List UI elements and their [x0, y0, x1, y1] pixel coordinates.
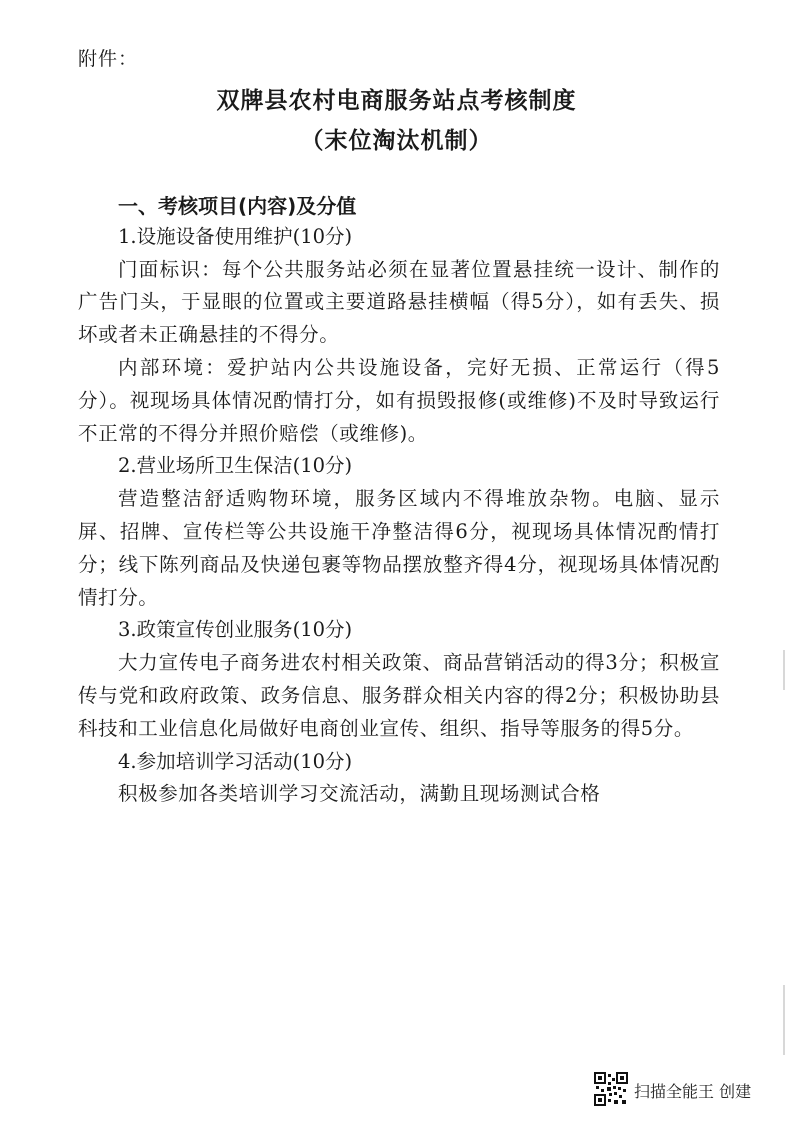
document-title: 双牌县农村电商服务站点考核制度	[216, 88, 577, 114]
camscanner-qr-icon	[594, 1072, 628, 1106]
item-heading-policy-promotion: 3.政策宣传创业服务(10分)	[118, 618, 353, 642]
section-heading: 一、考核项目(内容)及分值	[118, 194, 357, 218]
document-subtitle: （末位淘汰机制）	[300, 128, 493, 154]
paragraph-storefront-signage: 门面标识：每个公共服务站必须在显著位置悬挂统一设计、制作的广告门头，于显眼的位置或主要道路悬挂横幅（得5分），如有丢失、损坏或者未正确悬挂的不得分。	[78, 257, 720, 347]
camscanner-watermark-label: 扫描全能王 创建	[634, 1082, 752, 1101]
paragraph-hygiene: 营造整洁舒适购物环境，服务区域内不得堆放杂物。电脑、显示屏、招牌、宣传栏等公共设施干净整洁得6分，视现场具体情况酌情打分；线下陈列商品及快递包裹等物品摆放整齐得4分，视现场具体情况酌情打分。	[78, 487, 720, 609]
scan-edge-mark	[783, 650, 785, 690]
item-heading-training: 4.参加培训学习活动(10分)	[118, 749, 353, 773]
attachment-label: 附件：	[78, 48, 139, 70]
scan-edge-mark	[783, 985, 785, 1055]
paragraph-policy-promotion: 大力宣传电子商务进农村相关政策、商品营销活动的得3分；积极宣传与党和政府政策、政务信息、服务群众相关内容的得2分；积极协助县科技和工业信息化局做好电商创业宣传、组织、指导等服务的得5分。	[78, 651, 720, 740]
item-heading-facilities: 1.设施设备使用维护(10分)	[118, 224, 353, 248]
paragraph-interior-environment: 内部环境：爱护站内公共设施设备，完好无损、正常运行（得5分）。视现场具体情况酌情打分，如有损毁报修(或维修)不及时导致运行不正常的不得分并照价赔偿（或维修)。	[78, 355, 720, 445]
paragraph-training: 积极参加各类培训学习交流活动，满勤且现场测试合格	[118, 782, 601, 806]
document-body	[78, 188, 720, 811]
item-heading-hygiene: 2.营业场所卫生保洁(10分)	[118, 454, 353, 478]
